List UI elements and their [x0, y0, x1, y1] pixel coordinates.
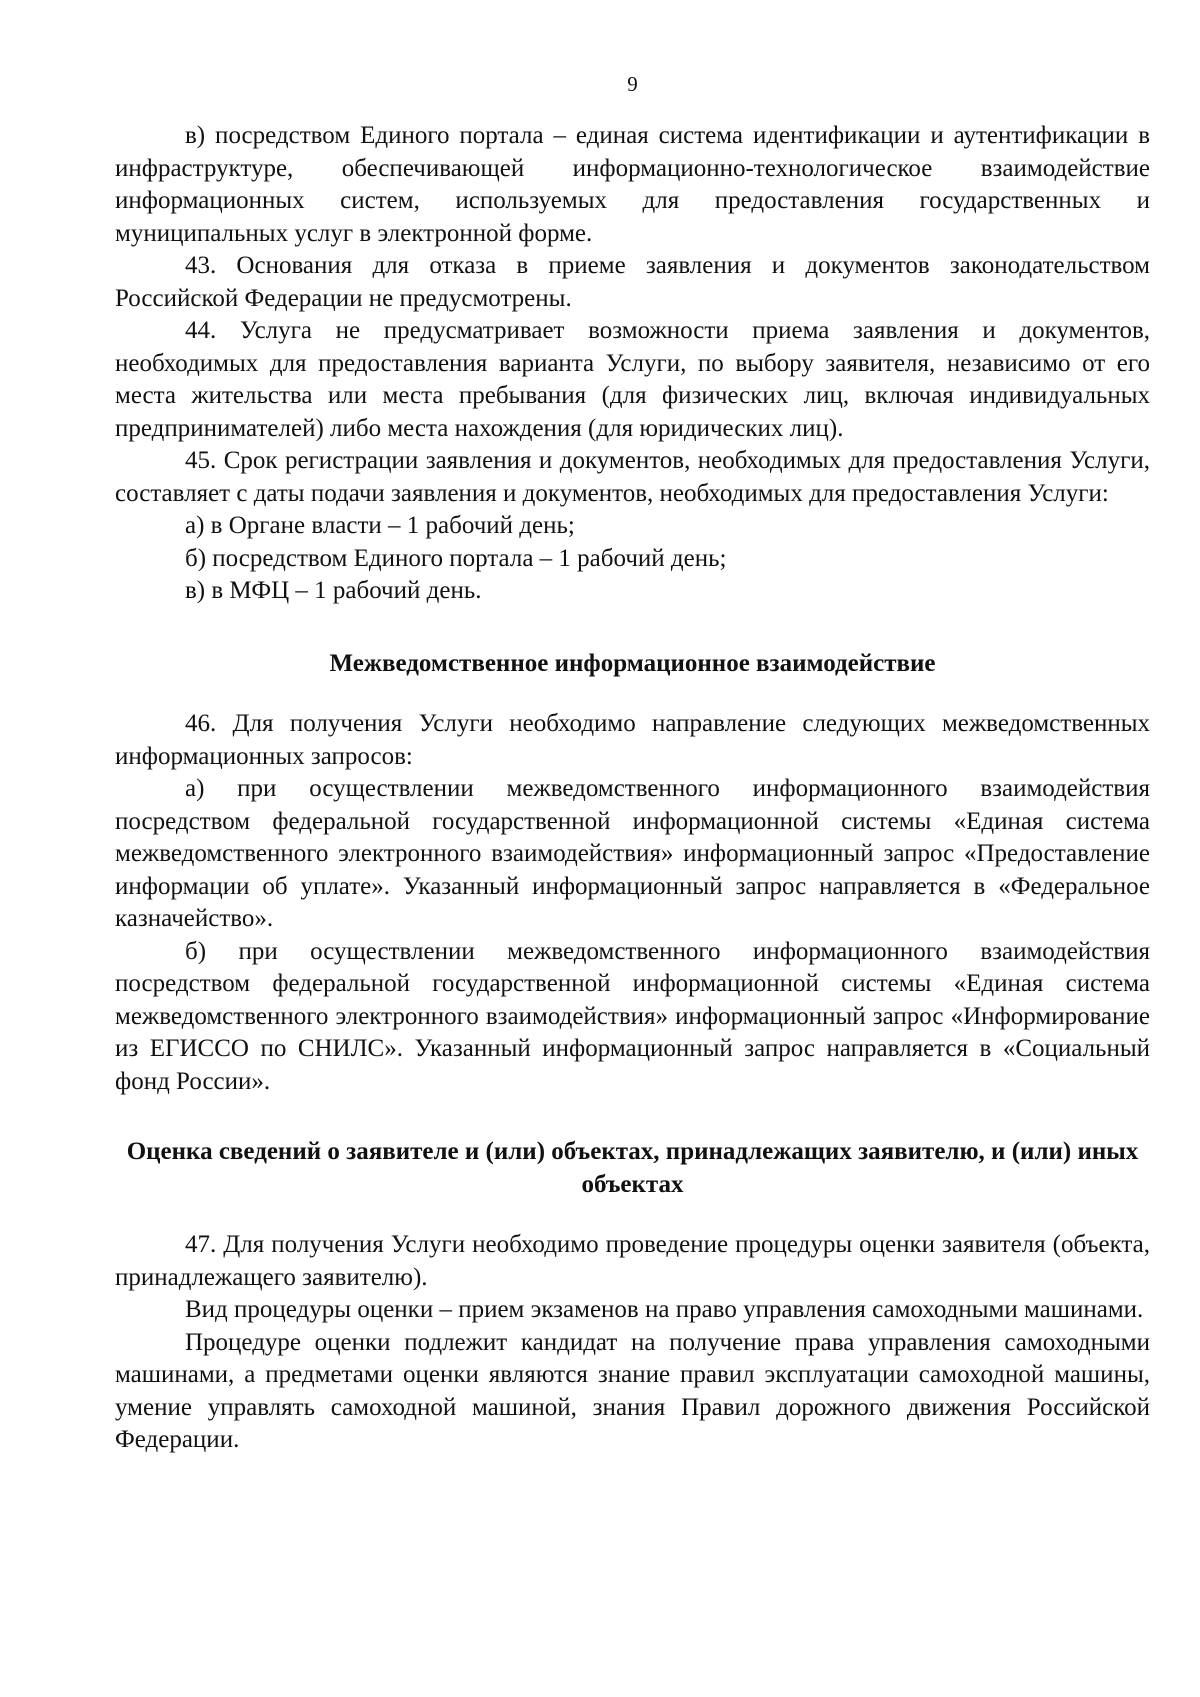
- section-heading-assessment: Оценка сведений о заявителе и (или) объектах, принадлежащих заявителю, и (или) иных объектах: [126, 1138, 1139, 1198]
- paragraph-46b: б) при осуществлении межведомственного информационного взаимодействия посредством федеральной государственной информационной системы «Единая система межведомственного электронного взаимодействия» информационный запрос «Информирование из ЕГИССО по СНИЛС». Указанный информационный запрос направляется в «Социальный фонд России».: [115, 937, 1150, 1095]
- page-number: 9: [627, 72, 638, 96]
- paragraph-46a: а) при осуществлении межведомственного информационного взаимодействия посредством федеральной государственной информационной системы «Единая система межведомственного электронного взаимодействия» информационный запрос «Предоставление информации об уплате». Указанный информационный запрос направляется в «Федеральное казначейство».: [115, 775, 1150, 932]
- section-heading-interagency: Межведомственное информационное взаимодействие: [329, 649, 936, 677]
- paragraph-45v: в) в МФЦ – 1 рабочий день.: [185, 577, 482, 604]
- paragraph-44: 44. Услуга не предусматривает возможности приема заявления и документов, необходимых для предоставления варианта Услуги, по выбору заявителя, независимо от его места жительства или места пребывания (для физических лиц, включая индивидуальных предпринимателей) либо места нахождения (для юридических лиц).: [115, 317, 1150, 442]
- paragraph-45a: а) в Органе власти – 1 рабочий день;: [185, 512, 575, 539]
- paragraph-47-type: Вид процедуры оценки – прием экзаменов на право управления самоходными машинами.: [185, 1296, 1144, 1323]
- document-body: [115, 120, 1150, 1457]
- paragraph-45b: б) посредством Единого портала – 1 рабочий день;: [185, 544, 727, 572]
- paragraph-43: 43. Основания для отказа в приеме заявления и документов законодательством Российской Федерации не предусмотрены.: [115, 252, 1150, 312]
- paragraph-42v: в) посредством Единого портала – единая система идентификации и аутентификации в инфраструктуре, обеспечивающей информационно-технологическое взаимодействие информационных систем, используемых для предоставления государственных и муниципальных услуг в электронной форме.: [115, 122, 1150, 247]
- paragraph-47: 47. Для получения Услуги необходимо проведение процедуры оценки заявителя (объекта, принадлежащего заявителю).: [115, 1231, 1150, 1291]
- paragraph-46: 46. Для получения Услуги необходимо направление следующих межведомственных информационных запросов:: [115, 710, 1150, 770]
- paragraph-45: 45. Срок регистрации заявления и документов, необходимых для предоставления Услуги, составляет с даты подачи заявления и документов, необходимых для предоставления Услуги:: [115, 447, 1150, 507]
- paragraph-47-subject: Процедуре оценки подлежит кандидат на получение права управления самоходными машинами, а предметами оценки являются знание правил эксплуатации самоходной машины, умение управлять самоходной машиной, знания Правил дорожного движения Российской Федерации.: [115, 1328, 1150, 1453]
